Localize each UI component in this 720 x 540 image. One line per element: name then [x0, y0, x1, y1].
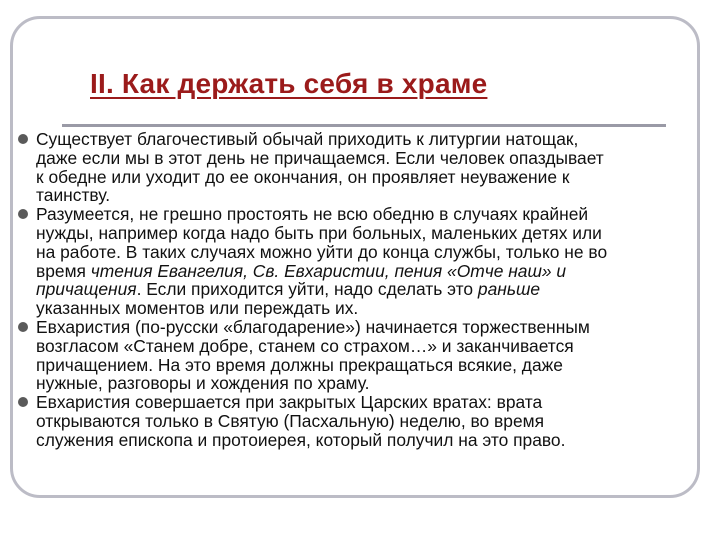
bullet-dot-icon — [18, 397, 28, 407]
bullet-4-line-1: Евхаристия совершается при закрытых Царских вратах: врата — [36, 392, 543, 413]
bullet-item-2 — [18, 205, 688, 318]
bullet-3-line-1: Евхаристия (по-русски «благодарение») начинается торжественным — [36, 316, 590, 337]
bullet-2-line-5-italic-2: раньше — [477, 279, 541, 300]
bullet-2-line-5-italic: причащения — [36, 279, 137, 300]
bullet-4-line-3: служения епископа и протоиерея, который получил на это право. — [36, 429, 566, 450]
bullet-2-line-6: указанных моментов или переждать их. — [36, 298, 359, 319]
bullet-2-line-3: на работе. В таких случаях можно уйти до конца службы, только не во — [36, 241, 608, 262]
bullet-1-line-4: таинству. — [36, 185, 111, 206]
bullet-3-line-3: причащением. На это время должны прекращаться всякие, даже — [36, 354, 563, 375]
bullet-2-line-1: Разумеется, не грешно простоять не всю обедню в случаях крайней — [36, 204, 589, 225]
bullet-2-line-4 — [36, 262, 688, 281]
bullet-item-4 — [18, 393, 688, 449]
bullet-dot-icon — [18, 134, 28, 144]
bullet-1-line-1: Существует благочестивый обычай приходить к литургии натощак, — [36, 129, 579, 149]
bullet-dot-icon — [18, 209, 28, 219]
bullet-1-line-3: к обедне или уходит до ее окончания, он проявляет неуважение к — [36, 166, 570, 187]
bullet-2-line-2: нужды, например когда надо быть при больных, маленьких детях или — [36, 222, 602, 243]
bullet-2-line-5-text: . Если приходится уйти, надо сделать это — [136, 279, 478, 300]
bullet-4-line-2: открываются только в Святую (Пасхальную) неделю, во время — [36, 410, 545, 431]
bullet-1-line-2: даже если мы в этот день не причащаемся. Если человек опаздывает — [36, 147, 604, 168]
bullet-dot-icon — [18, 322, 28, 332]
bullet-2-line-4-text: время — [36, 260, 91, 281]
bullet-3-line-2: возгласом «Станем добре, станем со страхом…» и заканчивается — [36, 335, 574, 356]
title-divider — [62, 124, 666, 127]
bullet-2-line-4-italic: чтения Евангелия, Св. Евхаристии, пения «Отче наш» и — [90, 260, 567, 281]
bullet-item-1 — [18, 130, 688, 205]
bullet-2-line-5 — [36, 280, 688, 299]
bullet-3-line-4: нужные, разговоры и хождения по храму. — [36, 373, 370, 394]
slide-title: II. Как держать себя в храме — [90, 68, 488, 99]
bullet-item-3 — [18, 318, 688, 393]
bullet-list — [18, 130, 688, 450]
